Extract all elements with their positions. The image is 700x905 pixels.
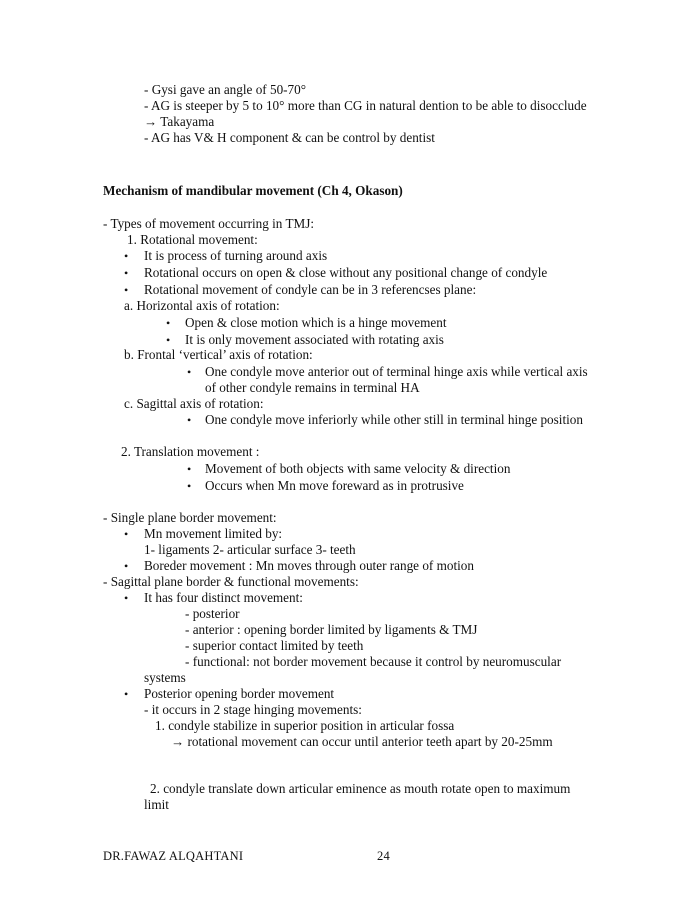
stage-2-line-1: 2. condyle translate down articular eminence as mouth rotate open to maximum: [150, 781, 571, 796]
sagittal-border-bullet-1: It has four distinct movement:: [144, 590, 303, 605]
ag-component-line: - AG has V& H component & can be control by dentist: [144, 130, 435, 145]
types-intro: - Types of movement occurring in TMJ:: [103, 216, 315, 231]
movement-anterior: - anterior : opening border limited by ligaments & TMJ: [185, 622, 478, 637]
bullet-icon: •: [187, 413, 192, 427]
single-plane-heading: - Single plane border movement:: [103, 510, 277, 525]
page-number: 24: [377, 849, 390, 863]
bullet-icon: •: [187, 365, 192, 379]
horizontal-bullet-1: Open & close motion which is a hinge movement: [185, 315, 447, 330]
frontal-bullet-line-1: One condyle move anterior out of terminal hinge axis while vertical axis: [205, 364, 588, 379]
bullet-icon: •: [124, 266, 129, 280]
horizontal-axis-heading: a. Horizontal axis of rotation:: [124, 298, 280, 313]
ag-steeper-line: - AG is steeper by 5 to 10° more than CG in natural dention to be able to disocclude: [144, 98, 587, 113]
stage-1-arrow: → rotational movement can occur until anterior teeth apart by 20-25mm: [171, 734, 553, 749]
single-plane-bullet-1: Mn movement limited by:: [144, 526, 283, 541]
movement-functional: - functional: not border movement because it control by neuromuscular: [185, 654, 562, 669]
frontal-bullet-line-2: of other condyle remains in terminal HA: [205, 380, 420, 395]
horizontal-bullet-2: It is only movement associated with rotating axis: [185, 332, 444, 347]
sagittal-border-bullet-2: Posterior opening border movement: [144, 686, 335, 701]
sagittal-border-heading: - Sagittal plane border & functional movements:: [103, 574, 359, 589]
frontal-axis-heading: b. Frontal ‘vertical’ axis of rotation:: [124, 347, 313, 362]
bullet-icon: •: [124, 559, 129, 573]
movement-superior: - superior contact limited by teeth: [185, 638, 364, 653]
bullet-icon: •: [124, 527, 129, 541]
translation-bullet-2: Occurs when Mn move foreward as in protrusive: [205, 478, 464, 493]
rotational-bullet-2: Rotational occurs on open & close without any positional change of condyle: [144, 265, 548, 280]
rotational-bullet-1: It is process of turning around axis: [144, 248, 328, 263]
bullet-icon: •: [124, 249, 129, 263]
bullet-icon: •: [166, 333, 171, 347]
bullet-icon: •: [124, 687, 129, 701]
footer-author: DR.FAWAZ ALQAHTANI: [103, 849, 244, 863]
single-plane-bullet-2: Boreder movement : Mn moves through outer range of motion: [144, 558, 474, 573]
sagittal-axis-heading: c. Sagittal axis of rotation:: [124, 396, 264, 411]
rotational-bullet-3: Rotational movement of condyle can be in 3 referencses plane:: [144, 282, 477, 297]
takayama-line: → Takayama: [144, 114, 215, 129]
bullet-icon: •: [166, 316, 171, 330]
sagittal-bullet: One condyle move inferiorly while other still in terminal hinge position: [205, 412, 583, 427]
translation-heading: 2. Translation movement :: [121, 444, 260, 459]
bullet-icon: •: [187, 479, 192, 493]
movement-functional-wrap: systems: [144, 670, 186, 685]
rotational-heading: 1. Rotational movement:: [127, 232, 258, 247]
translation-bullet-1: Movement of both objects with same velocity & direction: [205, 461, 511, 476]
single-plane-limits: 1- ligaments 2- articular surface 3- teeth: [144, 542, 356, 557]
stage-1: 1. condyle stabilize in superior position in articular fossa: [155, 718, 455, 733]
gysi-line: - Gysi gave an angle of 50-70°: [144, 82, 307, 97]
movement-posterior: - posterior: [185, 606, 240, 621]
bullet-icon: •: [124, 591, 129, 605]
bullet-icon: •: [124, 283, 129, 297]
stage-2-line-2: limit: [144, 797, 169, 812]
bullet-icon: •: [187, 462, 192, 476]
section-title: Mechanism of mandibular movement (Ch 4, Okason): [103, 183, 403, 198]
stage-intro: - it occurs in 2 stage hinging movements:: [144, 702, 362, 717]
